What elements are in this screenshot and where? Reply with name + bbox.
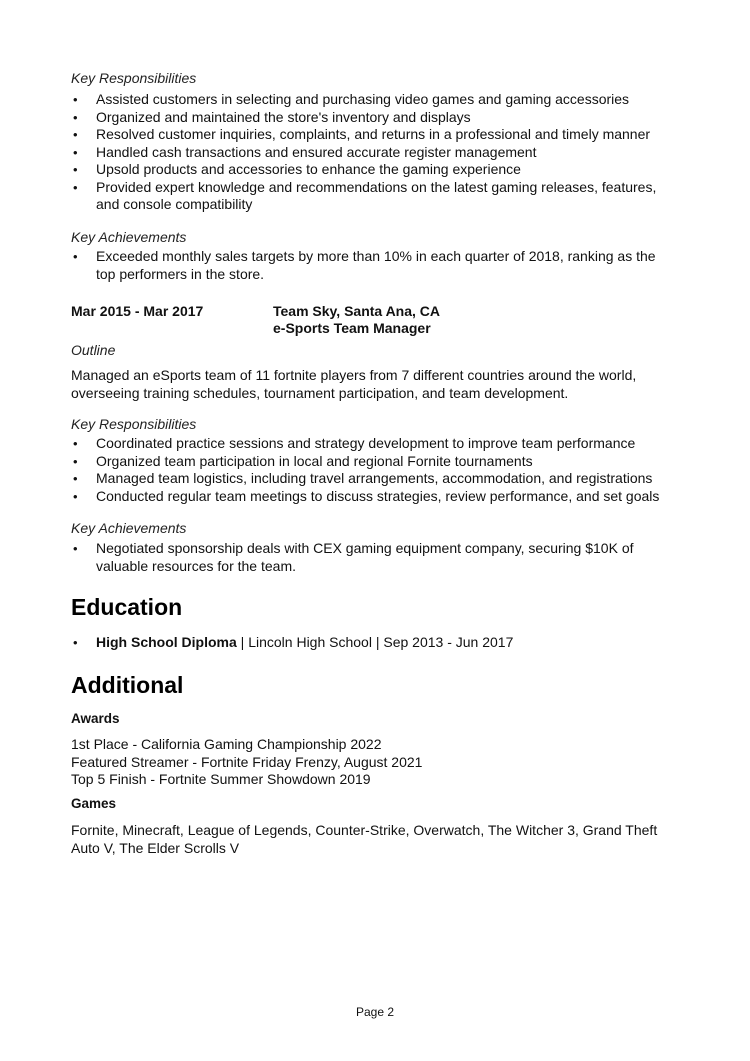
job1-achievements-list [71, 248, 681, 283]
education-heading: Education [71, 594, 183, 620]
list-item: • Conducted regular team meetings to discuss strategies, review performance, and set goals [71, 488, 681, 506]
list-item: • Organized and maintained the store's inventory and displays [71, 109, 681, 127]
job2-responsibilities-list [71, 435, 681, 505]
games-text: Fornite, Minecraft, League of Legends, Counter-Strike, Overwatch, The Witcher 3, Grand Theft Auto V, The Elder Scrolls V [71, 822, 658, 856]
list-item [71, 634, 681, 652]
list-item: • Negotiated sponsorship deals with CEX gaming equipment company, securing $10K of valuable resources for the team. [71, 540, 656, 575]
list-item: • Coordinated practice sessions and strategy development to improve team performance [71, 435, 681, 453]
list-item: • Provided expert knowledge and recommendations on the latest gaming releases, features, and console compatibility [71, 179, 681, 214]
job2-outline-label: Outline [71, 342, 116, 358]
job1-responsibilities-label: Key Responsibilities [71, 70, 197, 86]
job1-achievements-label: Key Achievements [71, 229, 187, 245]
job2-achievements-list [71, 540, 681, 575]
education-details: | Lincoln High School | Sep 2013 - Jun 2017 [236, 634, 514, 650]
page-number: Page 2 [355, 1005, 395, 1019]
education-degree: High School Diploma [96, 634, 237, 650]
awards-heading: Awards [71, 711, 120, 726]
job1-responsibilities-list [71, 91, 681, 214]
job2-company: Team Sky, Santa Ana, CA [273, 303, 441, 319]
list-item: • Managed team logistics, including travel arrangements, accommodation, and registrations [71, 470, 681, 488]
list-item: • Resolved customer inquiries, complaints, and returns in a professional and timely manner [71, 126, 681, 144]
list-item: • Assisted customers in selecting and purchasing video games and gaming accessories [71, 91, 681, 109]
list-item: • Handled cash transactions and ensured accurate register management [71, 144, 681, 162]
award-item: Featured Streamer - Fortnite Friday Frenzy, August 2021 [71, 753, 423, 770]
list-item: • Exceeded monthly sales targets by more than 10% in each quarter of 2018, ranking as the top performers in the store. [71, 248, 676, 283]
awards-list [71, 736, 422, 789]
award-item: Top 5 Finish - Fortnite Summer Showdown 2019 [71, 771, 371, 787]
games-heading: Games [71, 796, 117, 811]
job2-responsibilities-label: Key Responsibilities [71, 416, 197, 432]
education-list [71, 634, 681, 652]
list-item: • Upsold products and accessories to enhance the gaming experience [71, 161, 681, 179]
award-item: 1st Place - California Gaming Championship 2022 [71, 736, 382, 752]
job2-achievements-label: Key Achievements [71, 520, 187, 536]
job2-title: e-Sports Team Manager [273, 320, 431, 336]
job2-outline-text: Managed an eSports team of 11 fortnite players from 7 different countries around the world, overseeing training schedules, tournament participation, and team development. [71, 367, 637, 401]
list-item: • Organized team participation in local and regional Fornite tournaments [71, 453, 681, 471]
job2-dates: Mar 2015 - Mar 2017 [71, 303, 204, 319]
additional-heading: Additional [71, 672, 184, 698]
